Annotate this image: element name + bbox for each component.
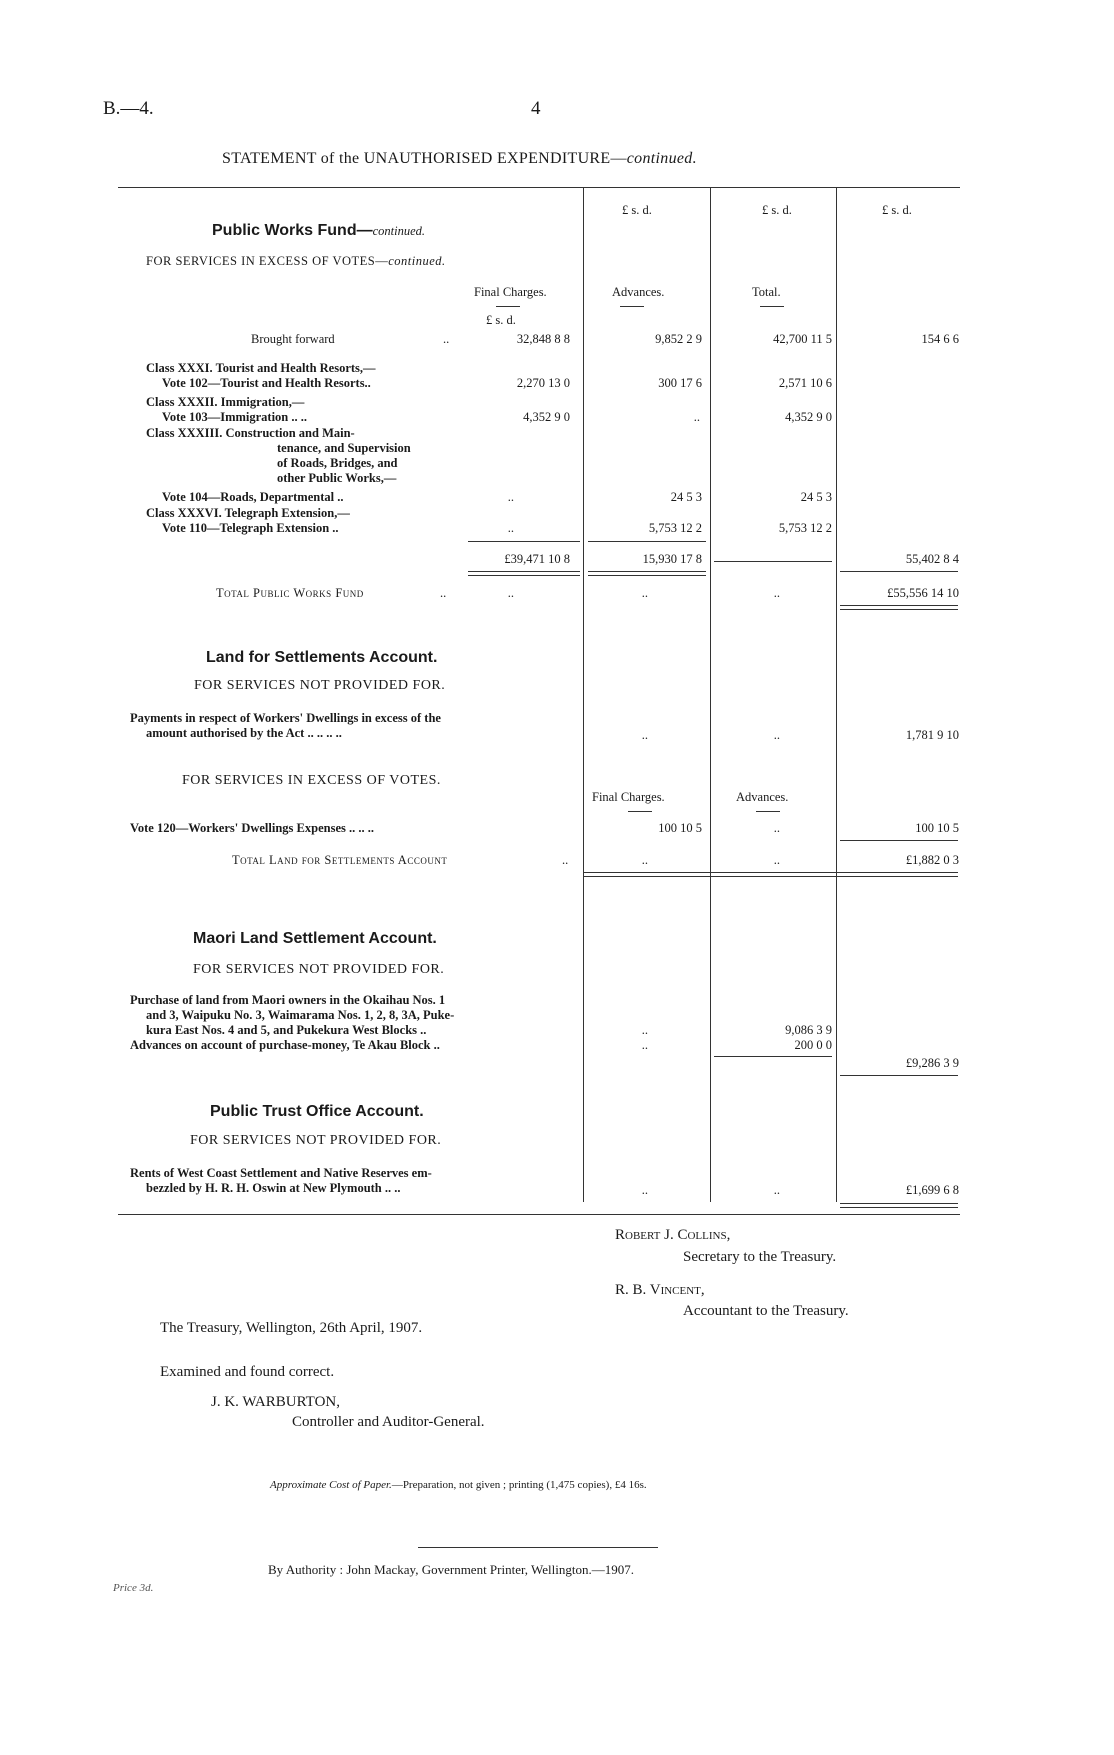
land-total-value: £1,882 0 3 bbox=[905, 853, 959, 867]
trust-line2: bezzled by H. R. H. Oswin at New Plymouth .. .. bbox=[146, 1181, 401, 1195]
vote-110-adv: 5,753 12 2 bbox=[648, 521, 702, 535]
brought-forward-dots: .. bbox=[443, 332, 450, 346]
collins-name: Robert J. Collins, bbox=[615, 1227, 731, 1243]
statement-title-continued: continued. bbox=[626, 150, 697, 167]
land-total-label: Total Land for Settlements Account bbox=[232, 853, 448, 867]
vincent-name: R. B. Vincent, bbox=[615, 1282, 705, 1298]
land-title: Land for Settlements Account. bbox=[206, 649, 438, 666]
collins-title: Secretary to the Treasury. bbox=[683, 1249, 837, 1265]
statement-title-main: STATEMENT of the UNAUTHORISED EXPENDITURE— bbox=[222, 150, 627, 167]
col-header-lsd-2: £ s. d. bbox=[762, 203, 792, 217]
land-total-c1: .. bbox=[641, 853, 648, 867]
brought-forward-label: Brought forward bbox=[251, 332, 335, 346]
land-payment-line1: Payments in respect of Workers' Dwellings in excess of the bbox=[130, 711, 441, 725]
maori-value-1: 9,086 3 9 bbox=[785, 1023, 832, 1037]
land-vote-120-value: 100 10 5 bbox=[915, 821, 959, 835]
trust-c1: .. bbox=[641, 1183, 648, 1197]
land-payment-line2: amount authorised by the Act .. .. .. .. bbox=[146, 726, 342, 740]
land-payment-c2: .. bbox=[773, 728, 780, 742]
land-vote-120: Vote 120—Workers' Dwellings Expenses .. .. .. bbox=[130, 821, 374, 835]
pwf-sum-last: 55,402 8 4 bbox=[905, 552, 959, 566]
maori-c1b: .. bbox=[641, 1038, 648, 1052]
pwf-subtitle bbox=[146, 254, 446, 269]
trust-total-value: £1,699 6 8 bbox=[905, 1183, 959, 1197]
land-payment-c1: .. bbox=[641, 728, 648, 742]
col-header-lsd-1: £ s. d. bbox=[622, 203, 652, 217]
trust-not-provided: FOR SERVICES NOT PROVIDED FOR. bbox=[190, 1133, 442, 1148]
brought-forward-last: 154 6 6 bbox=[921, 332, 959, 346]
vote-102-total: 2,571 10 6 bbox=[778, 376, 832, 390]
pwf-total-adv: .. bbox=[641, 586, 648, 600]
vote-110-final: .. bbox=[507, 521, 514, 535]
maori-c1a: .. bbox=[641, 1023, 648, 1037]
brought-forward-total: 42,700 11 5 bbox=[773, 332, 832, 346]
land-col-final: Final Charges. bbox=[592, 790, 665, 804]
pwf-heading bbox=[212, 222, 425, 240]
pwf-total-value: £55,556 14 10 bbox=[887, 586, 959, 600]
maori-total-rule bbox=[840, 1075, 958, 1076]
vote-104-total: 24 5 3 bbox=[800, 490, 832, 504]
pwf-subtitle-main: FOR SERVICES IN EXCESS OF VOTES— bbox=[146, 254, 389, 268]
pwf-total-double-rule bbox=[840, 605, 958, 610]
class-xxxvi: Class XXXVI. Telegraph Extension,— bbox=[146, 506, 350, 520]
vote-104: Vote 104—Roads, Departmental .. bbox=[162, 490, 344, 504]
column-divider-1 bbox=[583, 187, 584, 1202]
land-rule-adv bbox=[756, 811, 780, 812]
pwf-total-total: .. bbox=[773, 586, 780, 600]
col-final-charges: Final Charges. bbox=[474, 285, 547, 299]
page-number: 4 bbox=[531, 98, 541, 119]
land-total-dots: .. bbox=[562, 853, 569, 867]
vote-102-adv: 300 17 6 bbox=[658, 376, 702, 390]
place-date: The Treasury, Wellington, 26th April, 1907. bbox=[160, 1320, 423, 1336]
rule-adv bbox=[620, 306, 644, 307]
col-advances: Advances. bbox=[612, 285, 665, 299]
table-bottom-rule bbox=[118, 1214, 960, 1215]
vote-103: Vote 103—Immigration .. .. bbox=[162, 410, 308, 424]
column-divider-3 bbox=[836, 187, 837, 1202]
land-vote-rule bbox=[840, 840, 958, 841]
pwf-title-continued: continued. bbox=[372, 224, 426, 238]
trust-total-double-rule bbox=[840, 1203, 958, 1208]
vote-104-final: .. bbox=[507, 490, 514, 504]
table-top-rule bbox=[118, 187, 960, 188]
maori-not-provided: FOR SERVICES NOT PROVIDED FOR. bbox=[193, 962, 445, 977]
pwf-total-label: Total Public Works Fund bbox=[216, 586, 364, 600]
land-rule-final bbox=[628, 811, 652, 812]
trust-line1: Rents of West Coast Settlement and Native Reserves em- bbox=[130, 1166, 432, 1180]
rule-total bbox=[760, 306, 784, 307]
brought-forward-adv: 9,852 2 9 bbox=[655, 332, 702, 346]
statement-title bbox=[222, 150, 697, 168]
pwf-rule-last bbox=[840, 571, 958, 572]
maori-line3: kura East Nos. 4 and 5, and Pukekura West Blocks .. bbox=[146, 1023, 427, 1037]
pwf-total-final: .. bbox=[507, 586, 514, 600]
col-total: Total. bbox=[752, 285, 781, 299]
cost-note bbox=[270, 1479, 647, 1491]
trust-c2: .. bbox=[773, 1183, 780, 1197]
col-lsd-final: £ s. d. bbox=[486, 313, 516, 327]
pwf-sum-dash bbox=[714, 561, 832, 562]
examined-note: Examined and found correct. bbox=[160, 1364, 335, 1380]
warburton-name: J. K. WARBURTON, bbox=[211, 1394, 340, 1410]
land-col-adv: Advances. bbox=[736, 790, 789, 804]
printer-authority: By Authority : John Mackay, Government Printer, Wellington.—1907. bbox=[268, 1562, 635, 1577]
class-xxxii: Class XXXII. Immigration,— bbox=[146, 395, 305, 409]
brought-forward-final: 32,848 8 8 bbox=[516, 332, 570, 346]
maori-title: Maori Land Settlement Account. bbox=[193, 930, 437, 947]
land-vote-120-adv: .. bbox=[773, 821, 780, 835]
class-xxxiii: Class XXXIII. Construction and Main- bbox=[146, 426, 355, 440]
vincent-title: Accountant to the Treasury. bbox=[683, 1303, 849, 1319]
rule-final bbox=[496, 306, 520, 307]
land-vote-120-final: 100 10 5 bbox=[658, 821, 702, 835]
land-not-provided: FOR SERVICES NOT PROVIDED FOR. bbox=[194, 678, 446, 693]
pwf-sum-rule-final bbox=[468, 541, 580, 542]
land-total-double-rule bbox=[583, 872, 958, 877]
vote-110-total: 5,753 12 2 bbox=[778, 521, 832, 535]
pwf-sum-adv: 15,930 17 8 bbox=[642, 552, 702, 566]
maori-value-2: 200 0 0 bbox=[794, 1038, 832, 1052]
maori-sum-rule bbox=[714, 1056, 832, 1057]
vote-103-total: 4,352 9 0 bbox=[785, 410, 832, 424]
maori-line4: Advances on account of purchase-money, Te Akau Block .. bbox=[130, 1038, 440, 1052]
class-xxxi: Class XXXI. Tourist and Health Resorts,— bbox=[146, 361, 376, 375]
price-note: Price 3d. bbox=[113, 1582, 154, 1594]
land-payment-value: 1,781 9 10 bbox=[905, 728, 959, 742]
vote-104-adv: 24 5 3 bbox=[670, 490, 702, 504]
warburton-title: Controller and Auditor-General. bbox=[292, 1414, 485, 1430]
vote-102-final: 2,270 13 0 bbox=[516, 376, 570, 390]
vote-103-final: 4,352 9 0 bbox=[523, 410, 570, 424]
maori-line1: Purchase of land from Maori owners in the Okaihau Nos. 1 bbox=[130, 993, 446, 1007]
column-divider-2 bbox=[710, 187, 711, 1202]
cost-text: —Preparation, not given ; printing (1,475 copies), £4 16s. bbox=[391, 1479, 647, 1491]
class-xxxiii-line4: other Public Works,— bbox=[277, 471, 397, 485]
pwf-title: Public Works Fund— bbox=[212, 222, 373, 239]
pwf-sum-final: £39,471 10 8 bbox=[504, 552, 570, 566]
pwf-subtitle-continued: continued. bbox=[388, 254, 446, 268]
class-xxxiii-line3: of Roads, Bridges, and bbox=[277, 456, 398, 470]
vote-103-adv: .. bbox=[693, 410, 700, 424]
vote-102: Vote 102—Tourist and Health Resorts.. bbox=[162, 376, 371, 390]
footer-rule bbox=[418, 1547, 658, 1548]
col-header-lsd-3: £ s. d. bbox=[882, 203, 912, 217]
pwf-double-rule-final bbox=[468, 571, 580, 576]
vote-110: Vote 110—Telegraph Extension .. bbox=[162, 521, 339, 535]
land-excess: FOR SERVICES IN EXCESS OF VOTES. bbox=[182, 773, 441, 788]
cost-label: Approximate Cost of Paper. bbox=[270, 1479, 392, 1491]
pwf-double-rule-adv bbox=[588, 571, 706, 576]
maori-line2: and 3, Waipuku No. 3, Waimarama Nos. 1, 2, 8, 3A, Puke- bbox=[146, 1008, 455, 1022]
document-reference: B.—4. bbox=[103, 98, 154, 119]
trust-title: Public Trust Office Account. bbox=[210, 1103, 424, 1120]
land-total-c2: .. bbox=[773, 853, 780, 867]
pwf-total-dots: .. bbox=[440, 586, 447, 600]
maori-total-value: £9,286 3 9 bbox=[905, 1056, 959, 1070]
pwf-sum-rule-adv bbox=[588, 541, 706, 542]
class-xxxiii-line2: tenance, and Supervision bbox=[277, 441, 411, 455]
